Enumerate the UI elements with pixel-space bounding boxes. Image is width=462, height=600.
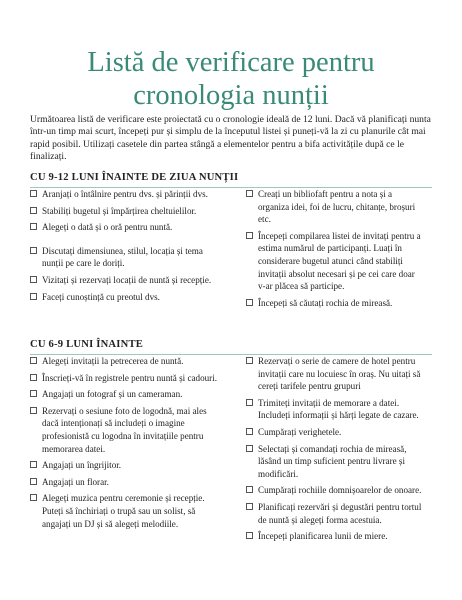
checklist-item: Selectați și comandați rochia de mireasă, lăsând un timp suficient pentru livrare și modificări. xyxy=(246,443,424,481)
checklist-item: Rezervați o sesiune foto de logodnă, mai ales dacă intenționați să includeți o imagine profesionistă cu logodna în invitațiile pentru memorarea datei. xyxy=(30,405,218,455)
checkbox[interactable] xyxy=(30,247,37,254)
checkbox[interactable] xyxy=(246,190,253,197)
page-title xyxy=(30,46,432,112)
checklist-item: Creați un bibliofaft pentru a nota și a organiza idei, foi de lucru, chitanțe, broșuri etc. xyxy=(246,188,424,226)
checkbox[interactable] xyxy=(246,357,253,364)
section-2-left-column xyxy=(30,355,218,530)
checkbox[interactable] xyxy=(30,276,37,283)
checklist-item: Începeți compilarea listei de invitați pentru a estima numărul de participanți. Luați în considerare bugetul atunci când stabiliți invitații absolut necesari și pe cei care doar v-ar plăcea să participe. xyxy=(246,230,424,293)
section-2-right-column xyxy=(246,355,424,543)
checklist-item: Aranjați o întâlnire pentru dvs. și părinții dvs. xyxy=(30,188,218,201)
checkbox[interactable] xyxy=(30,494,37,501)
checkbox[interactable] xyxy=(246,532,253,539)
section-heading-9-12-months: CU 9-12 LUNI ÎNAINTE DE ZIUA NUNȚII xyxy=(30,172,239,183)
checklist-item: Cumpărați verighetele. xyxy=(246,426,424,439)
checkbox[interactable] xyxy=(246,299,253,306)
checklist-item: Înscrieți-vă în registrele pentru nuntă și cadouri. xyxy=(30,372,218,385)
checkbox[interactable] xyxy=(30,190,37,197)
checklist-item: Angajați un fotograf și un cameraman. xyxy=(30,388,218,401)
checklist-item: Discutați dimensiunea, stilul, locația și tema nunții pe care le doriți. xyxy=(30,245,218,270)
checkbox[interactable] xyxy=(246,503,253,510)
checkbox[interactable] xyxy=(30,357,37,364)
checklist-item: Alegeți o dată și o oră pentru nuntă. xyxy=(30,221,218,234)
title-line-2: cronologia nunții xyxy=(133,80,329,111)
section-heading-6-9-months: CU 6-9 LUNI ÎNAINTE xyxy=(30,339,143,350)
checklist-item: Faceți cunoștință cu preotul dvs. xyxy=(30,291,218,304)
checklist-item: Alegeți muzica pentru ceremonie și recepție. Puteți să închiriați o trupă sau un solist, să angajați un DJ și să alegeți melodiile. xyxy=(30,492,218,530)
checkbox[interactable] xyxy=(246,445,253,452)
checkbox[interactable] xyxy=(30,478,37,485)
checkbox[interactable] xyxy=(30,461,37,468)
checkbox[interactable] xyxy=(246,428,253,435)
checklist-item: Începeți să căutați rochia de mireasă. xyxy=(246,297,424,310)
checkbox[interactable] xyxy=(30,374,37,381)
checkbox[interactable] xyxy=(30,223,37,230)
checkbox[interactable] xyxy=(246,232,253,239)
title-line-1: Listă de verificare pentru xyxy=(87,47,375,78)
checklist-item: Rezervați o serie de camere de hotel pentru invitații care nu locuiesc în oraș. Nu uitați să cereți tarifele pentru grupuri xyxy=(246,355,424,393)
section-1-right-column xyxy=(246,188,424,309)
checkbox[interactable] xyxy=(30,293,37,300)
checklist-item: Trimiteți invitații de memorare a datei. Includeți informații și hărți legate de cazare. xyxy=(246,397,424,422)
checklist-item: Angajați un florar. xyxy=(30,476,218,489)
checklist-item: Vizitați și rezervați locații de nuntă și recepție. xyxy=(30,274,218,287)
checklist-item: Angajați un îngrijitor. xyxy=(30,459,218,472)
checkbox[interactable] xyxy=(246,399,253,406)
checklist-item: Stabiliți bugetul și împărțirea cheltuielilor. xyxy=(30,205,218,218)
checklist-item: Cumpărați rochiile domnișoarelor de onoare. xyxy=(246,484,424,497)
checkbox[interactable] xyxy=(30,207,37,214)
section-1-left-column xyxy=(30,188,218,303)
checkbox[interactable] xyxy=(246,486,253,493)
checklist-item: Planificați rezervări și degustări pentru tortul de nuntă și alegeți forma acestuia. xyxy=(246,501,424,526)
checkbox[interactable] xyxy=(30,407,37,414)
checklist-item: Începeți planificarea lunii de miere. xyxy=(246,530,424,543)
checklist-item: Alegeți invitații la petrecerea de nuntă. xyxy=(30,355,218,368)
checkbox[interactable] xyxy=(30,390,37,397)
intro-paragraph: Următoarea listă de verificare este proiectată cu o cronologie ideală de 12 luni. Dacă vă planificați nunta într-un timp mai scurt, începeți pur și simplu de la începutul listei și puneți-vă la zi cu planurile cât mai rapid posibil. Utilizați casetele din partea stângă a elementelor pentru a bifa activitățile după ce le finalizați. xyxy=(30,114,431,163)
